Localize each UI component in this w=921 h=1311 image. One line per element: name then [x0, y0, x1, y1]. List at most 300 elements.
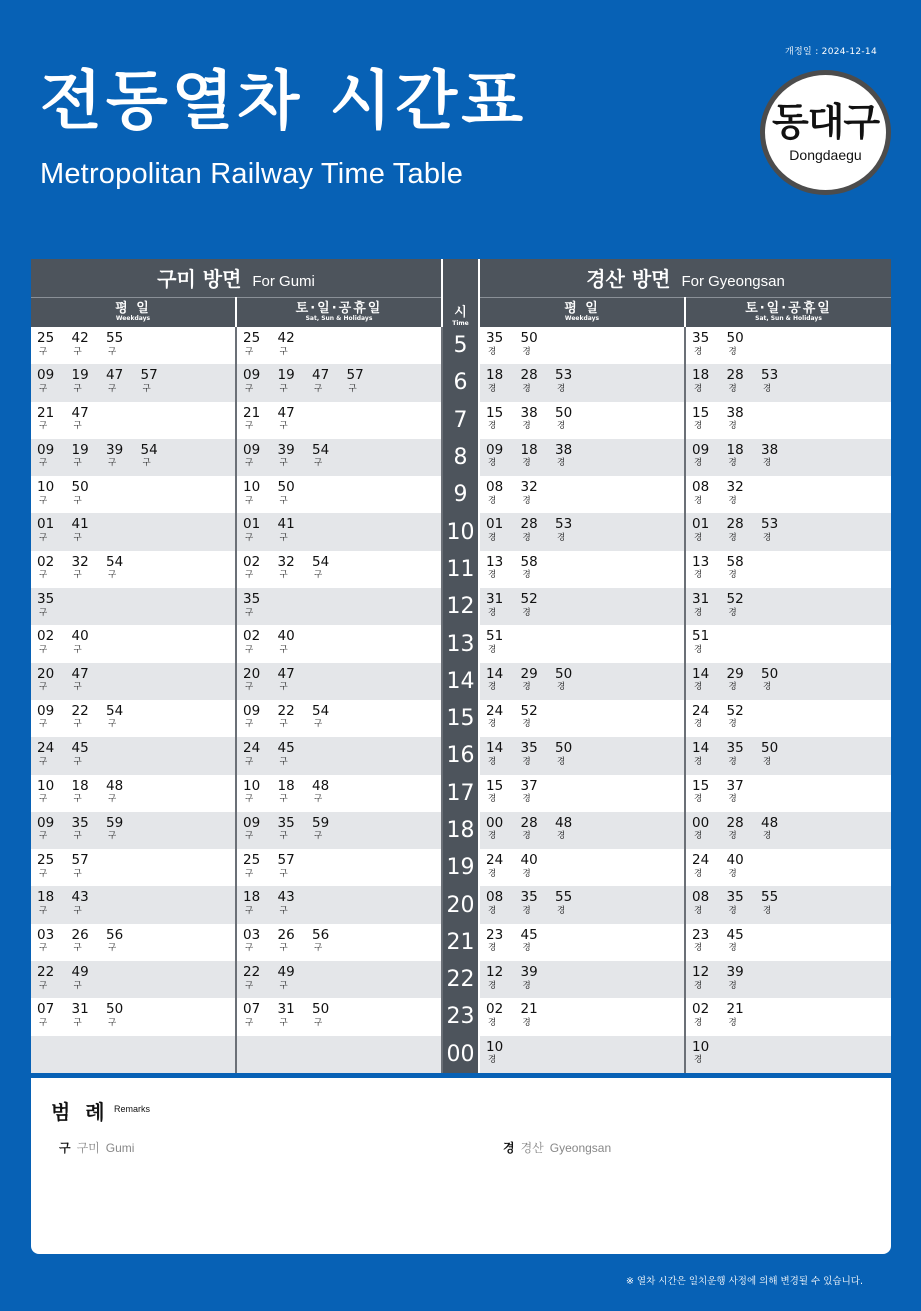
gumi-weekday-cell: [31, 924, 236, 961]
departure: [243, 441, 278, 469]
destination-abbr: 경: [488, 682, 497, 693]
departure-minute: 08: [486, 889, 504, 906]
departure: [37, 891, 72, 915]
minute-list: [686, 998, 891, 1027]
minute-list: [237, 588, 441, 617]
destination-abbr: 경: [728, 943, 737, 954]
minute-list: [237, 1036, 441, 1041]
destination-abbr: 구: [39, 868, 48, 879]
departure-minute: 38: [761, 441, 779, 458]
destination-abbr: 구: [39, 794, 48, 805]
departure: [72, 332, 107, 356]
destination-abbr: 경: [763, 458, 772, 469]
departure-minute: 50: [555, 665, 573, 682]
destination-abbr: 구: [314, 570, 323, 581]
minute-list: [31, 364, 235, 393]
day-type-ko: 토·일·공휴일: [295, 301, 383, 317]
departure-minute: 12: [486, 964, 504, 981]
departure: [520, 553, 556, 581]
departure-minute: 35: [692, 330, 710, 346]
gyeongsan-weekday-cell: [479, 551, 685, 588]
gyeongsan-weekday-cell: [479, 327, 685, 364]
departure: [243, 891, 278, 915]
departure-minute: 32: [520, 479, 538, 496]
destination-abbr: 구: [73, 458, 82, 469]
destination-abbr: 경: [488, 831, 497, 842]
departure: [106, 702, 141, 730]
departure-minute: 26: [71, 926, 89, 943]
departure: [37, 593, 72, 617]
departure-minute: 18: [243, 889, 261, 906]
hour-label: 23: [442, 998, 479, 1035]
destination-abbr: 경: [488, 756, 497, 767]
minute-list: [237, 737, 441, 766]
departure: [37, 404, 72, 432]
departure-minute: 15: [692, 777, 710, 794]
departure: [555, 441, 590, 469]
destination-abbr: 경: [522, 421, 531, 432]
departure: [243, 481, 278, 505]
minute-list: [31, 402, 235, 431]
departure: [486, 518, 521, 542]
destination-abbr: 경: [488, 719, 497, 730]
departure-minute: 28: [520, 516, 538, 533]
departure-minute: 25: [243, 852, 261, 869]
departure-minute: 39: [106, 441, 124, 458]
gyeongsan-holiday-cell: [685, 961, 891, 998]
timetable-row: [31, 588, 891, 625]
destination-abbr: 구: [39, 644, 48, 655]
departure: [521, 854, 556, 878]
timetable-row: [31, 513, 891, 550]
destination-abbr: 경: [557, 905, 566, 916]
hour-label: 8: [442, 439, 479, 476]
gyeongsan-holiday-cell: [685, 364, 891, 401]
departure-minute: 57: [140, 367, 158, 384]
departure: [243, 630, 278, 654]
departure: [692, 891, 727, 915]
departure-minute: 21: [520, 1001, 538, 1018]
departure: [486, 553, 521, 581]
departure: [761, 891, 796, 915]
departure: [72, 481, 107, 505]
destination-abbr: 경: [488, 346, 497, 357]
gumi-holiday-cell: [236, 924, 442, 961]
departure-minute: 31: [692, 591, 710, 608]
departure-minute: 35: [277, 814, 295, 831]
departure: [521, 891, 556, 915]
departure-minute: 56: [106, 926, 124, 943]
departure-minute: 57: [277, 852, 295, 869]
destination-abbr: 경: [763, 905, 772, 916]
departure-minute: 12: [692, 964, 710, 981]
destination-abbr: 구: [279, 719, 288, 730]
destination-abbr: 구: [73, 644, 82, 655]
departure: [71, 777, 107, 805]
departure-minute: 53: [761, 367, 779, 384]
gyeongsan-holiday-cell: [685, 1036, 891, 1073]
direction-gumi-en: For Gumi: [252, 273, 315, 291]
destination-abbr: 경: [557, 458, 566, 469]
minute-list: [237, 849, 441, 878]
gumi-weekday-header: [31, 297, 236, 327]
destination-abbr: 경: [522, 346, 531, 357]
destination-abbr: 구: [314, 719, 323, 730]
timetable-row: [31, 1036, 891, 1073]
departure-minute: 19: [71, 441, 89, 458]
departure-minute: 22: [71, 702, 89, 719]
departure-minute: 28: [726, 814, 744, 831]
departure: [37, 777, 72, 805]
departure: [243, 404, 278, 432]
minute-list: [480, 364, 684, 393]
gumi-weekday-cell: [31, 700, 236, 737]
departure: [243, 742, 278, 766]
destination-abbr: 경: [522, 532, 531, 543]
destination-abbr: 구: [279, 831, 288, 842]
destination-abbr: 구: [245, 383, 254, 394]
departure-minute: 47: [277, 404, 295, 421]
departure: [486, 404, 521, 432]
departure: [727, 593, 762, 617]
departure: [106, 332, 141, 356]
destination-abbr: 구: [73, 719, 82, 730]
departure-minute: 32: [726, 479, 744, 496]
departure: [520, 441, 556, 469]
destination-abbr: 구: [245, 943, 254, 954]
destination-abbr: 구: [73, 905, 82, 916]
departure: [692, 777, 727, 805]
legend-name-en: Gyeongsan: [549, 1140, 612, 1155]
destination-abbr: 경: [557, 831, 566, 842]
departure: [761, 742, 796, 766]
gyeongsan-weekday-cell: [479, 961, 685, 998]
departure: [521, 332, 556, 356]
departure: [727, 481, 762, 505]
gumi-weekday-cell: [31, 551, 236, 588]
departure-minute: 23: [692, 926, 710, 943]
destination-abbr: 경: [694, 570, 703, 581]
departure: [243, 702, 278, 730]
destination-abbr: 경: [694, 532, 703, 543]
destination-abbr: 구: [245, 831, 254, 842]
destination-abbr: 경: [488, 905, 497, 916]
departure-minute: 54: [312, 702, 330, 719]
destination-abbr: 구: [245, 980, 254, 991]
destination-abbr: 경: [694, 421, 703, 432]
destination-abbr: 경: [522, 570, 531, 581]
gumi-holiday-cell: [236, 886, 442, 923]
destination-abbr: 구: [279, 644, 288, 655]
gumi-holiday-cell: [236, 700, 442, 737]
departure-minute: 13: [486, 553, 504, 570]
time-header-ko: 시: [454, 305, 467, 320]
departure-minute: 51: [692, 628, 710, 645]
departure-minute: 43: [71, 889, 89, 906]
departure-minute: 20: [243, 665, 261, 682]
minute-list: [31, 1036, 235, 1041]
remarks-panel: [31, 1078, 891, 1254]
departure: [277, 441, 313, 469]
departure-minute: 01: [486, 516, 504, 533]
minute-list: [480, 327, 684, 356]
departure: [520, 926, 556, 954]
direction-header-gumi: [31, 259, 442, 297]
gumi-weekday-cell: [31, 625, 236, 662]
minute-list: [237, 775, 441, 804]
departure-minute: 22: [243, 964, 261, 981]
destination-abbr: 경: [728, 346, 737, 357]
departure-minute: 55: [555, 889, 573, 906]
station-name-korean: 동대구: [771, 99, 880, 144]
departure-minute: 50: [312, 1001, 330, 1018]
departure-minute: 22: [37, 964, 55, 981]
departure: [72, 518, 107, 542]
departure: [37, 966, 72, 990]
departure: [692, 404, 727, 432]
departure-minute: 32: [71, 553, 89, 570]
station-badge: [760, 70, 891, 195]
gumi-holiday-cell: [236, 663, 442, 700]
gyeongsan-holiday-cell: [685, 625, 891, 662]
departure: [486, 966, 521, 990]
day-type-ko: 평 일: [564, 301, 600, 317]
destination-abbr: 경: [763, 682, 772, 693]
gyeongsan-holiday-cell: [685, 775, 891, 812]
minute-list: [31, 998, 235, 1027]
departure-minute: 49: [71, 964, 89, 981]
minute-list: [31, 513, 235, 542]
gyeongsan-weekday-cell: [479, 1036, 685, 1073]
departure-minute: 08: [692, 889, 710, 906]
minute-list: [686, 513, 891, 542]
destination-abbr: 경: [522, 794, 531, 805]
departure: [555, 369, 590, 393]
departure-minute: 50: [761, 665, 779, 682]
destination-abbr: 구: [245, 719, 254, 730]
gumi-weekday-cell: [31, 513, 236, 550]
destination-abbr: 경: [694, 607, 703, 618]
departure: [71, 441, 107, 469]
departure: [37, 665, 72, 693]
departure-minute: 38: [726, 404, 744, 421]
gyeongsan-weekday-cell: [479, 513, 685, 550]
departure-minute: 53: [555, 367, 573, 384]
hour-label: 12: [442, 588, 479, 625]
hour-label: 5: [442, 327, 479, 364]
destination-abbr: 경: [522, 495, 531, 506]
gyeongsan-weekday-cell: [479, 700, 685, 737]
timetable-row: [31, 700, 891, 737]
departure: [243, 777, 278, 805]
hour-label: 00: [442, 1036, 479, 1073]
legend-item-gyeongsan: [503, 1139, 611, 1156]
departure: [72, 891, 107, 915]
destination-abbr: 구: [73, 532, 82, 543]
departure: [521, 593, 556, 617]
destination-abbr: 구: [245, 756, 254, 767]
departure-minute: 35: [520, 740, 538, 757]
destination-abbr: 구: [73, 831, 82, 842]
departure-minute: 26: [277, 926, 295, 943]
destination-abbr: 구: [279, 794, 288, 805]
destination-abbr: 구: [108, 794, 117, 805]
minute-list: [31, 588, 235, 617]
departure-minute: 18: [692, 367, 710, 384]
destination-abbr: 구: [245, 868, 254, 879]
gyeongsan-holiday-cell: [685, 588, 891, 625]
minute-list: [480, 849, 684, 878]
destination-abbr: 구: [245, 570, 254, 581]
minute-list: [31, 737, 235, 766]
departure-minute: 02: [37, 553, 55, 570]
gyeongsan-weekday-cell: [479, 886, 685, 923]
departure: [520, 702, 556, 730]
destination-abbr: 경: [728, 719, 737, 730]
minute-list: [237, 364, 441, 393]
gyeongsan-holiday-cell: [685, 998, 891, 1035]
legend-item-gumi: [59, 1139, 134, 1156]
gumi-weekday-cell: [31, 327, 236, 364]
departure: [37, 854, 72, 878]
hour-label: 17: [442, 775, 479, 812]
departure: [312, 777, 347, 805]
destination-abbr: 경: [522, 383, 531, 394]
minute-list: [686, 886, 891, 915]
minute-list: [686, 663, 891, 692]
gyeongsan-holiday-cell: [685, 737, 891, 774]
destination-abbr: 구: [39, 943, 48, 954]
gyeongsan-weekday-cell: [479, 775, 685, 812]
gumi-holiday-cell: [236, 737, 442, 774]
legend-abbr: 경: [503, 1141, 515, 1155]
destination-abbr: 경: [728, 980, 737, 991]
minute-list: [237, 998, 441, 1027]
departure-minute: 28: [726, 516, 744, 533]
departure: [692, 332, 727, 356]
departure: [692, 630, 727, 654]
destination-abbr: 구: [245, 532, 254, 543]
departure-minute: 18: [520, 441, 538, 458]
departure: [37, 518, 72, 542]
direction-gumi-ko: 구미 방면: [157, 267, 242, 292]
gyeongsan-holiday-cell: [685, 439, 891, 476]
gumi-holiday-cell: [236, 1036, 442, 1073]
departure-minute: 24: [243, 740, 261, 757]
gumi-holiday-header: [236, 297, 442, 327]
destination-abbr: 경: [557, 682, 566, 693]
destination-abbr: 구: [245, 682, 254, 693]
day-type-en: Sat, Sun & Holidays: [755, 315, 822, 323]
departure-minute: 50: [726, 330, 744, 346]
destination-abbr: 구: [39, 532, 48, 543]
destination-abbr: 경: [522, 831, 531, 842]
departure: [37, 814, 72, 842]
departure: [243, 553, 278, 581]
timetable-row: [31, 998, 891, 1035]
time-column-header: [442, 259, 479, 327]
minute-list: [31, 663, 235, 692]
departure-minute: 55: [106, 330, 124, 346]
departure-minute: 15: [486, 777, 504, 794]
departure-minute: 47: [106, 367, 124, 384]
departure-minute: 10: [692, 1038, 710, 1055]
destination-abbr: 구: [245, 905, 254, 916]
departure: [692, 593, 727, 617]
departure-minute: 00: [486, 814, 504, 831]
destination-abbr: 구: [348, 383, 357, 394]
departure: [71, 665, 107, 693]
destination-abbr: 구: [279, 980, 288, 991]
gyeongsan-holiday-cell: [685, 812, 891, 849]
destination-abbr: 경: [694, 980, 703, 991]
departure-minute: 37: [726, 777, 744, 794]
hour-label: 20: [442, 886, 479, 923]
timetable-row: [31, 849, 891, 886]
gyeongsan-holiday-cell: [685, 327, 891, 364]
minute-list: [480, 886, 684, 915]
destination-abbr: 경: [522, 943, 531, 954]
destination-abbr: 경: [728, 682, 737, 693]
gumi-holiday-cell: [236, 364, 442, 401]
minute-list: [686, 961, 891, 990]
departure-minute: 25: [243, 330, 261, 346]
minute-list: [237, 700, 441, 729]
destination-abbr: 경: [488, 495, 497, 506]
destination-abbr: 경: [694, 383, 703, 394]
minute-list: [686, 476, 891, 505]
departure: [692, 702, 727, 730]
departure-minute: 45: [520, 926, 538, 943]
destination-abbr: 구: [279, 570, 288, 581]
departure-minute: 18: [71, 777, 89, 794]
title-english: Metropolitan Railway Time Table: [40, 158, 464, 190]
timetable-row: [31, 364, 891, 401]
departure-minute: 08: [486, 479, 504, 496]
departure: [520, 814, 556, 842]
gyeongsan-weekday-cell: [479, 924, 685, 961]
minute-list: [237, 439, 441, 468]
destination-abbr: 구: [279, 1017, 288, 1028]
departure: [278, 630, 313, 654]
gyeongsan-holiday-cell: [685, 886, 891, 923]
departure-minute: 18: [726, 441, 744, 458]
gumi-holiday-cell: [236, 476, 442, 513]
title-korean: 전동열차 시간표: [40, 65, 528, 139]
timetable-row: [31, 961, 891, 998]
destination-abbr: 구: [39, 570, 48, 581]
destination-abbr: 구: [314, 383, 323, 394]
destination-abbr: 경: [488, 1055, 497, 1066]
departure: [486, 369, 521, 393]
departure-minute: 52: [726, 591, 744, 608]
destination-abbr: 경: [488, 383, 497, 394]
destination-abbr: 경: [728, 570, 737, 581]
departure: [486, 926, 521, 954]
departure: [37, 369, 72, 393]
departure: [106, 814, 141, 842]
departure: [72, 1003, 107, 1027]
minute-list: [480, 513, 684, 542]
destination-abbr: 경: [557, 532, 566, 543]
destination-abbr: 구: [108, 383, 117, 394]
departure: [106, 777, 141, 805]
departure-minute: 41: [71, 516, 89, 533]
gumi-holiday-cell: [236, 551, 442, 588]
minute-list: [237, 402, 441, 431]
departure: [37, 441, 72, 469]
timetable-row: [31, 402, 891, 439]
